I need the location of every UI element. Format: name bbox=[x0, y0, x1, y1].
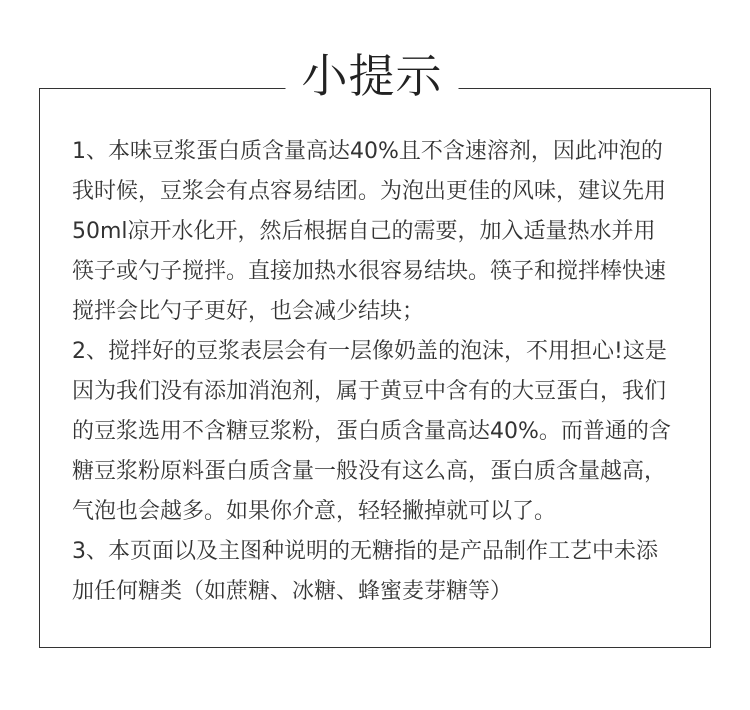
page-title: 小提示 bbox=[286, 48, 459, 104]
tip-line: 50ml凉开水化开，然后根据自己的需要，加入适量热水并用 bbox=[72, 219, 656, 244]
tip-line: 3、本页面以及主图种说明的无糖指的是产品制作工艺中未添 bbox=[72, 539, 658, 564]
tip-2 bbox=[72, 332, 692, 532]
tip-line: 加任何糖类（如蔗糖、冰糖、蜂蜜麦芽糖等） bbox=[72, 579, 513, 604]
tip-3 bbox=[72, 532, 692, 612]
tip-line: 2、搅拌好的豆浆表层会有一层像奶盖的泡沫，不用担心!这是 bbox=[72, 339, 667, 364]
tip-line: 糖豆浆粉原料蛋白质含量一般没有这么高，蛋白质含量越高， bbox=[72, 459, 667, 484]
tip-line: 因为我们没有添加消泡剂，属于黄豆中含有的大豆蛋白，我们 bbox=[72, 379, 667, 404]
tip-line: 搅拌会比勺子更好，也会减少结块； bbox=[72, 299, 425, 324]
tip-1 bbox=[72, 132, 692, 332]
tip-line: 气泡也会越多。如果你介意，轻轻撇掉就可以了。 bbox=[72, 499, 557, 524]
tip-line: 我时候，豆浆会有点容易结团。为泡出更佳的风味，建议先用 bbox=[72, 179, 667, 204]
tip-line: 筷子或勺子搅拌。直接加热水很容易结块。筷子和搅拌棒快速 bbox=[72, 259, 667, 284]
tip-line: 1、本味豆浆蛋白质含量高达40%且不含速溶剂，因此冲泡的 bbox=[72, 139, 663, 164]
tip-line: 的豆浆选用不含糖豆浆粉，蛋白质含量高达40%。而普通的含 bbox=[72, 419, 671, 444]
tips-content bbox=[72, 132, 692, 612]
